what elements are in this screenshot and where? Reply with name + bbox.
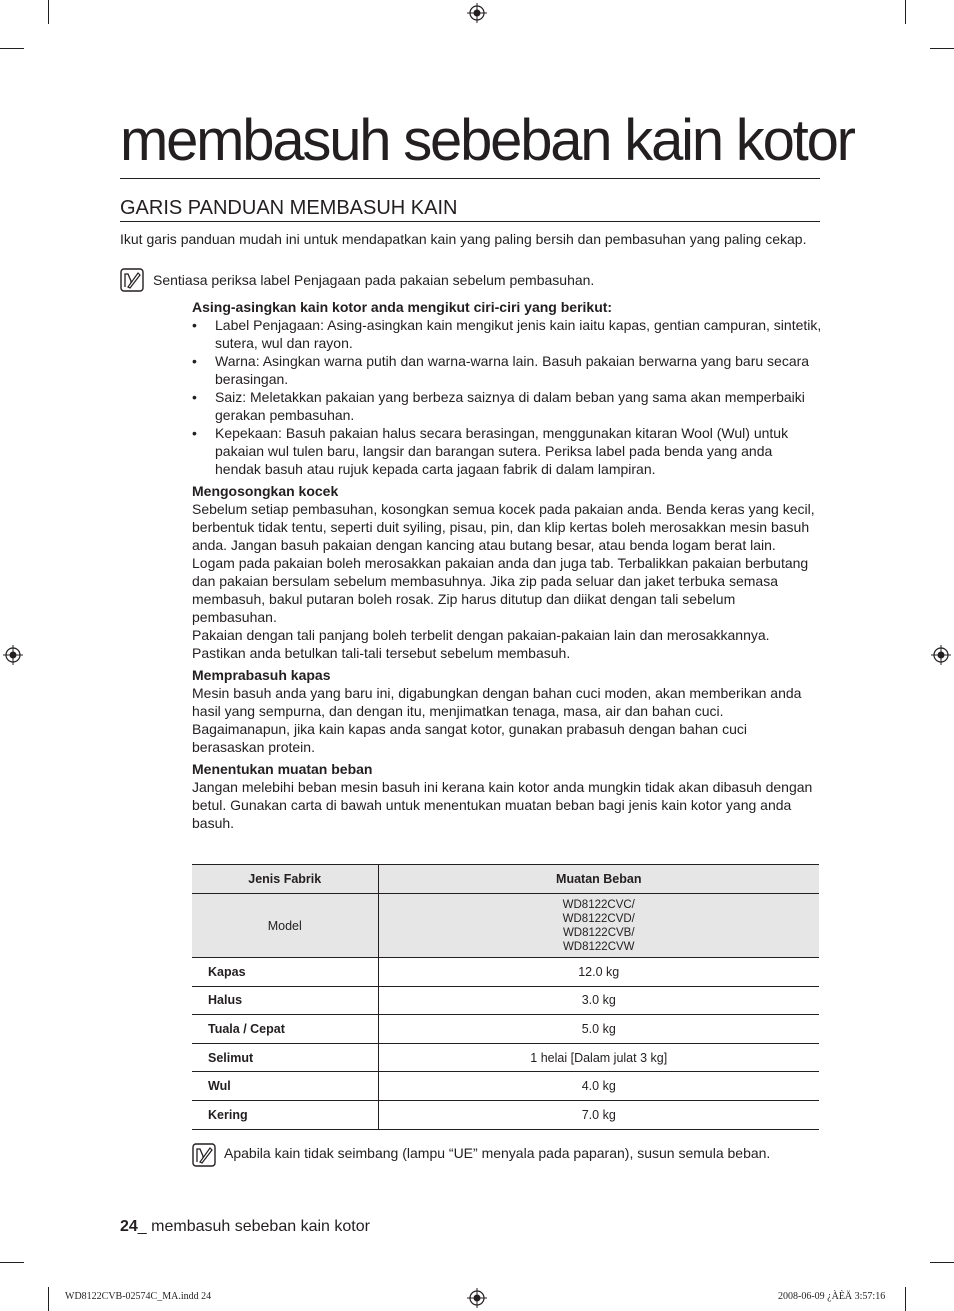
load-cell: 3.0 kg (378, 986, 819, 1015)
model-row (192, 894, 819, 958)
bullet: • (192, 425, 197, 441)
registration-mark-icon (3, 645, 23, 665)
list-item: • Warna: Asingkan warna putih dan warna-warna lain. Basuh pakaian berwarna yang baru secara berasingan. (192, 353, 810, 387)
table-header-fabric: Jenis Fabrik (192, 865, 378, 894)
bullet: • (192, 389, 197, 405)
bullet: • (192, 317, 197, 333)
list-item: • Kepekaan: Basuh pakaian halus secara berasingan, menggunakan kitaran Wool (Wul) untuk pakaian wul tulen baru, langsir dan barangan sutera. Periksa label pada benda yang anda hendak basuh atau rujuk kepada carta jagaan fabrik di dalam lampiran. (192, 425, 789, 477)
table-row (192, 986, 819, 1015)
table-row (192, 1043, 819, 1072)
sort-heading: Asing-asingkan kain kotor anda mengikut ciri-ciri yang berikut: (192, 299, 613, 315)
note-text: Sentiasa periksa label Penjagaan pada pakaian sebelum pembasuhan. (153, 272, 595, 288)
registration-mark-icon (467, 3, 487, 23)
load-cell: 4.0 kg (378, 1072, 819, 1101)
model-label: Model (192, 894, 378, 958)
fabric-cell: Selimut (192, 1043, 378, 1072)
fabric-cell: Kering (192, 1100, 378, 1129)
slug-timestamp: 2008-06-09 ¿ÀÈÄ 3:57:16 (778, 1291, 886, 1302)
empty-pockets-paragraph: Logam pada pakaian boleh merosakkan pakaian anda dan juga tab. Terbalikkan pakaian berbutang dan pakaian bersulam sebelum membasuhnya. Jika zip pada seluar dan jaket terbuka semasa membasuh, bakul putaran boleh rosak. Zip harus ditutup dan diikat dengan tali sebelum pembasuhan. (192, 555, 809, 625)
empty-pockets-paragraph: Sebelum setiap pembasuhan, kosongkan semua kocek pada pakaian anda. Benda keras yang kecil, berbentuk tidak tentu, seperti duit syiling, pisau, pin, dan klip kertas boleh merosakkan mesin basuh anda. Jangan basuh pakaian dengan kancing atau butang besar, atau benda logam berat lain. (192, 501, 815, 553)
footer-label: _ membasuh sebeban kain kotor (137, 1218, 370, 1235)
model-list: WD8122CVC/ WD8122CVD/ WD8122CVB/ WD8122CVW (378, 894, 819, 958)
crop-mark (905, 0, 906, 24)
list-item: • Label Penjagaan: Asing-asingkan kain mengikut jenis kain iaitu kapas, gentian campuran, sintetik, sutera, wul dan rayon. (192, 317, 822, 351)
table-row (192, 1100, 819, 1129)
load-capacity-heading: Menentukan muatan beban (192, 761, 373, 777)
page-number: 24 (120, 1218, 138, 1235)
note-pencil-icon (192, 1143, 216, 1167)
intro-paragraph: Ikut garis panduan mudah ini untuk mendapatkan kain yang paling bersih dan pembasuhan yang paling cekap. (120, 231, 807, 247)
prewash-paragraph: Mesin basuh anda yang baru ini, digabungkan dengan bahan cuci moden, akan memberikan anda hasil yang sempurna, dan dengan itu, menjimatkan tenaga, masa, air dan bahan cuci. Bagaimanapun, jika kain kapas anda sangat kotor, gunakan prabasuh dengan bahan cuci berasaskan protein. (192, 685, 802, 755)
main-content (192, 298, 822, 832)
table-row (192, 958, 819, 987)
load-cell: 12.0 kg (378, 958, 819, 987)
load-capacity-paragraph: Jangan melebihi beban mesin basuh ini kerana kain kotor anda mungkin tidak akan dibasuh dengan betul. Gunakan carta di bawah untuk menentukan muatan beban bagi jenis kain kotor yang anda basuh. (192, 779, 813, 831)
fabric-cell: Tuala / Cepat (192, 1015, 378, 1044)
crop-mark (48, 0, 49, 24)
bullet: • (192, 353, 197, 369)
page-footer (120, 1217, 370, 1237)
table-row (192, 1072, 819, 1101)
crop-mark (0, 48, 24, 49)
table-header-load: Muatan Beban (378, 865, 819, 894)
prewash-heading: Memprabasuh kapas (192, 667, 331, 683)
section-heading: GARIS PANDUAN MEMBASUH KAIN (120, 196, 820, 222)
list-item: • Saiz: Meletakkan pakaian yang berbeza saiznya di dalam beban yang sama akan memperbaiki gerakan pembasuhan. (192, 389, 805, 423)
load-cell: 5.0 kg (378, 1015, 819, 1044)
crop-mark (48, 1287, 49, 1311)
note-pencil-icon (120, 268, 144, 292)
crop-mark (930, 1262, 954, 1263)
load-cell: 1 helai [Dalam julat 3 kg] (378, 1043, 819, 1072)
registration-mark-icon (467, 1288, 487, 1308)
fabric-cell: Wul (192, 1072, 378, 1101)
load-table (192, 864, 819, 1130)
note-text: Apabila kain tidak seimbang (lampu “UE” menyala pada paparan), susun semula beban. (224, 1145, 771, 1161)
crop-mark (930, 48, 954, 49)
empty-pockets-paragraph: Pakaian dengan tali panjang boleh terbelit dengan pakaian-pakaian lain dan merosakkannya. Pastikan anda betulkan tali-tali tersebut sebelum membasuh. (192, 627, 770, 661)
table-row (192, 1015, 819, 1044)
page-title: membasuh sebeban kain kotor (120, 104, 820, 179)
slug-file: WD8122CVB-02574C_MA.indd 24 (65, 1291, 212, 1302)
empty-pockets-heading: Mengosongkan kocek (192, 483, 339, 499)
sort-list (192, 316, 822, 478)
crop-mark (0, 1262, 24, 1263)
crop-mark (905, 1287, 906, 1311)
fabric-cell: Kapas (192, 958, 378, 987)
load-cell: 7.0 kg (378, 1100, 819, 1129)
registration-mark-icon (931, 645, 951, 665)
fabric-cell: Halus (192, 986, 378, 1015)
